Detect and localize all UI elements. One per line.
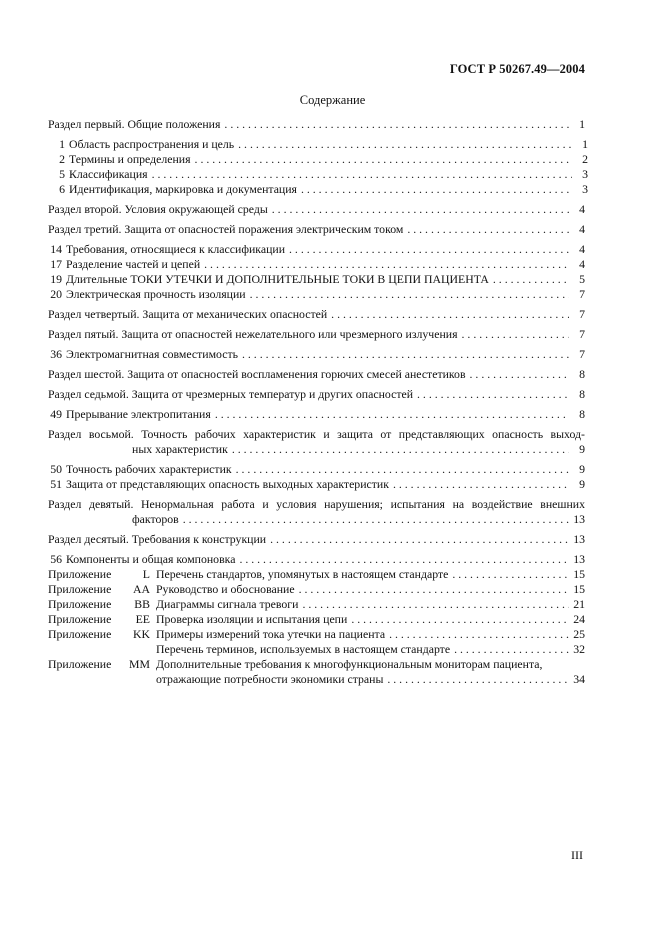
toc-annex-entry[interactable]: Перечень терминов, используемых в настоящем стандарте . . . 32: [48, 642, 585, 657]
toc-entry[interactable]: Раздел пятый. Защита от опасностей нежелательного или чрезмерного излучения . . . 7: [48, 327, 585, 342]
toc-annex-entry[interactable]: Приложение AA Руководство и обоснование . . . 15: [48, 582, 585, 597]
toc-entry[interactable]: 36 Электромагнитная совместимость . . . 7: [48, 347, 585, 362]
table-of-contents: [48, 117, 588, 687]
toc-entry[interactable]: Раздел седьмой. Защита от чрезмерных температур и других опасностей . . . 8: [48, 387, 585, 402]
toc-entry[interactable]: 50 Точность рабочих характеристик . . . 9: [48, 462, 585, 477]
toc-annex-entry[interactable]: Приложение MM Дополнительные требования к многофункциональным мониторам пациента, отражающие потребности экономики страны . . . 34: [48, 657, 585, 687]
toc-entry[interactable]: 51 Защита от представляющих опасность выходных характеристик . . . 9: [48, 477, 585, 492]
toc-entry[interactable]: 1 Область распространения и цель . . . 1: [48, 137, 588, 152]
toc-entry[interactable]: 2 Термины и определения . . . 2: [48, 152, 588, 167]
toc-entry[interactable]: Раздел второй. Условия окружающей среды . . . 4: [48, 202, 585, 217]
toc-annex-entry[interactable]: Приложение EE Проверка изоляции и испытания цепи . . . 24: [48, 612, 585, 627]
toc-entry[interactable]: 14 Требования, относящиеся к классификации . . . 4: [48, 242, 585, 257]
toc-entry[interactable]: 19 Длительные ТОКИ УТЕЧКИ И ДОПОЛНИТЕЛЬНЫЕ ТОКИ В ЦЕПИ ПАЦИЕНТА . . . 5: [48, 272, 585, 287]
standard-header: ГОСТ Р 50267.49—2004: [449, 62, 585, 76]
toc-entry[interactable]: Раздел шестой. Защита от опасностей воспламенения горючих смесей анестетиков . . . 8: [48, 367, 585, 382]
toc-entry[interactable]: Раздел восьмой. Точность рабочих характеристик и защита от представляющих опасность выход- ных характеристик . . . 9: [48, 427, 585, 457]
toc-entry[interactable]: 6 Идентификация, маркировка и документация . . . 3: [48, 182, 588, 197]
toc-annex-entry[interactable]: Приложение BB Диаграммы сигнала тревоги . . . 21: [48, 597, 585, 612]
toc-entry[interactable]: 56 Компоненты и общая компоновка . . . 13: [48, 552, 585, 567]
toc-entry[interactable]: 5 Классификация . . . 3: [48, 167, 588, 182]
toc-title: Содержание: [299, 93, 366, 107]
toc-entry[interactable]: Раздел третий. Защита от опасностей поражения электрическим током . . . 4: [48, 222, 585, 237]
toc-entry[interactable]: Раздел первый. Общие положения . . . 1: [48, 117, 585, 132]
toc-entry[interactable]: 17 Разделение частей и цепей . . . 4: [48, 257, 585, 272]
toc-annex-entry[interactable]: Приложение KK Примеры измерений тока утечки на пациента . . . 25: [48, 627, 585, 642]
toc-entry[interactable]: Раздел четвертый. Защита от механических опасностей . . . 7: [48, 307, 585, 322]
page-number: III: [571, 848, 583, 862]
toc-entry[interactable]: Раздел девятый. Ненормальная работа и условия нарушения; испытания на воздействие внешних факторов . . . 13: [48, 497, 585, 527]
toc-entry[interactable]: Раздел десятый. Требования к конструкции . . . 13: [48, 532, 585, 547]
toc-annex-entry[interactable]: Приложение L Перечень стандартов, упомянутых в настоящем стандарте . . . 15: [48, 567, 585, 582]
toc-entry[interactable]: 20 Электрическая прочность изоляции . . . 7: [48, 287, 585, 302]
toc-entry[interactable]: 49 Прерывание электропитания . . . 8: [48, 407, 585, 422]
